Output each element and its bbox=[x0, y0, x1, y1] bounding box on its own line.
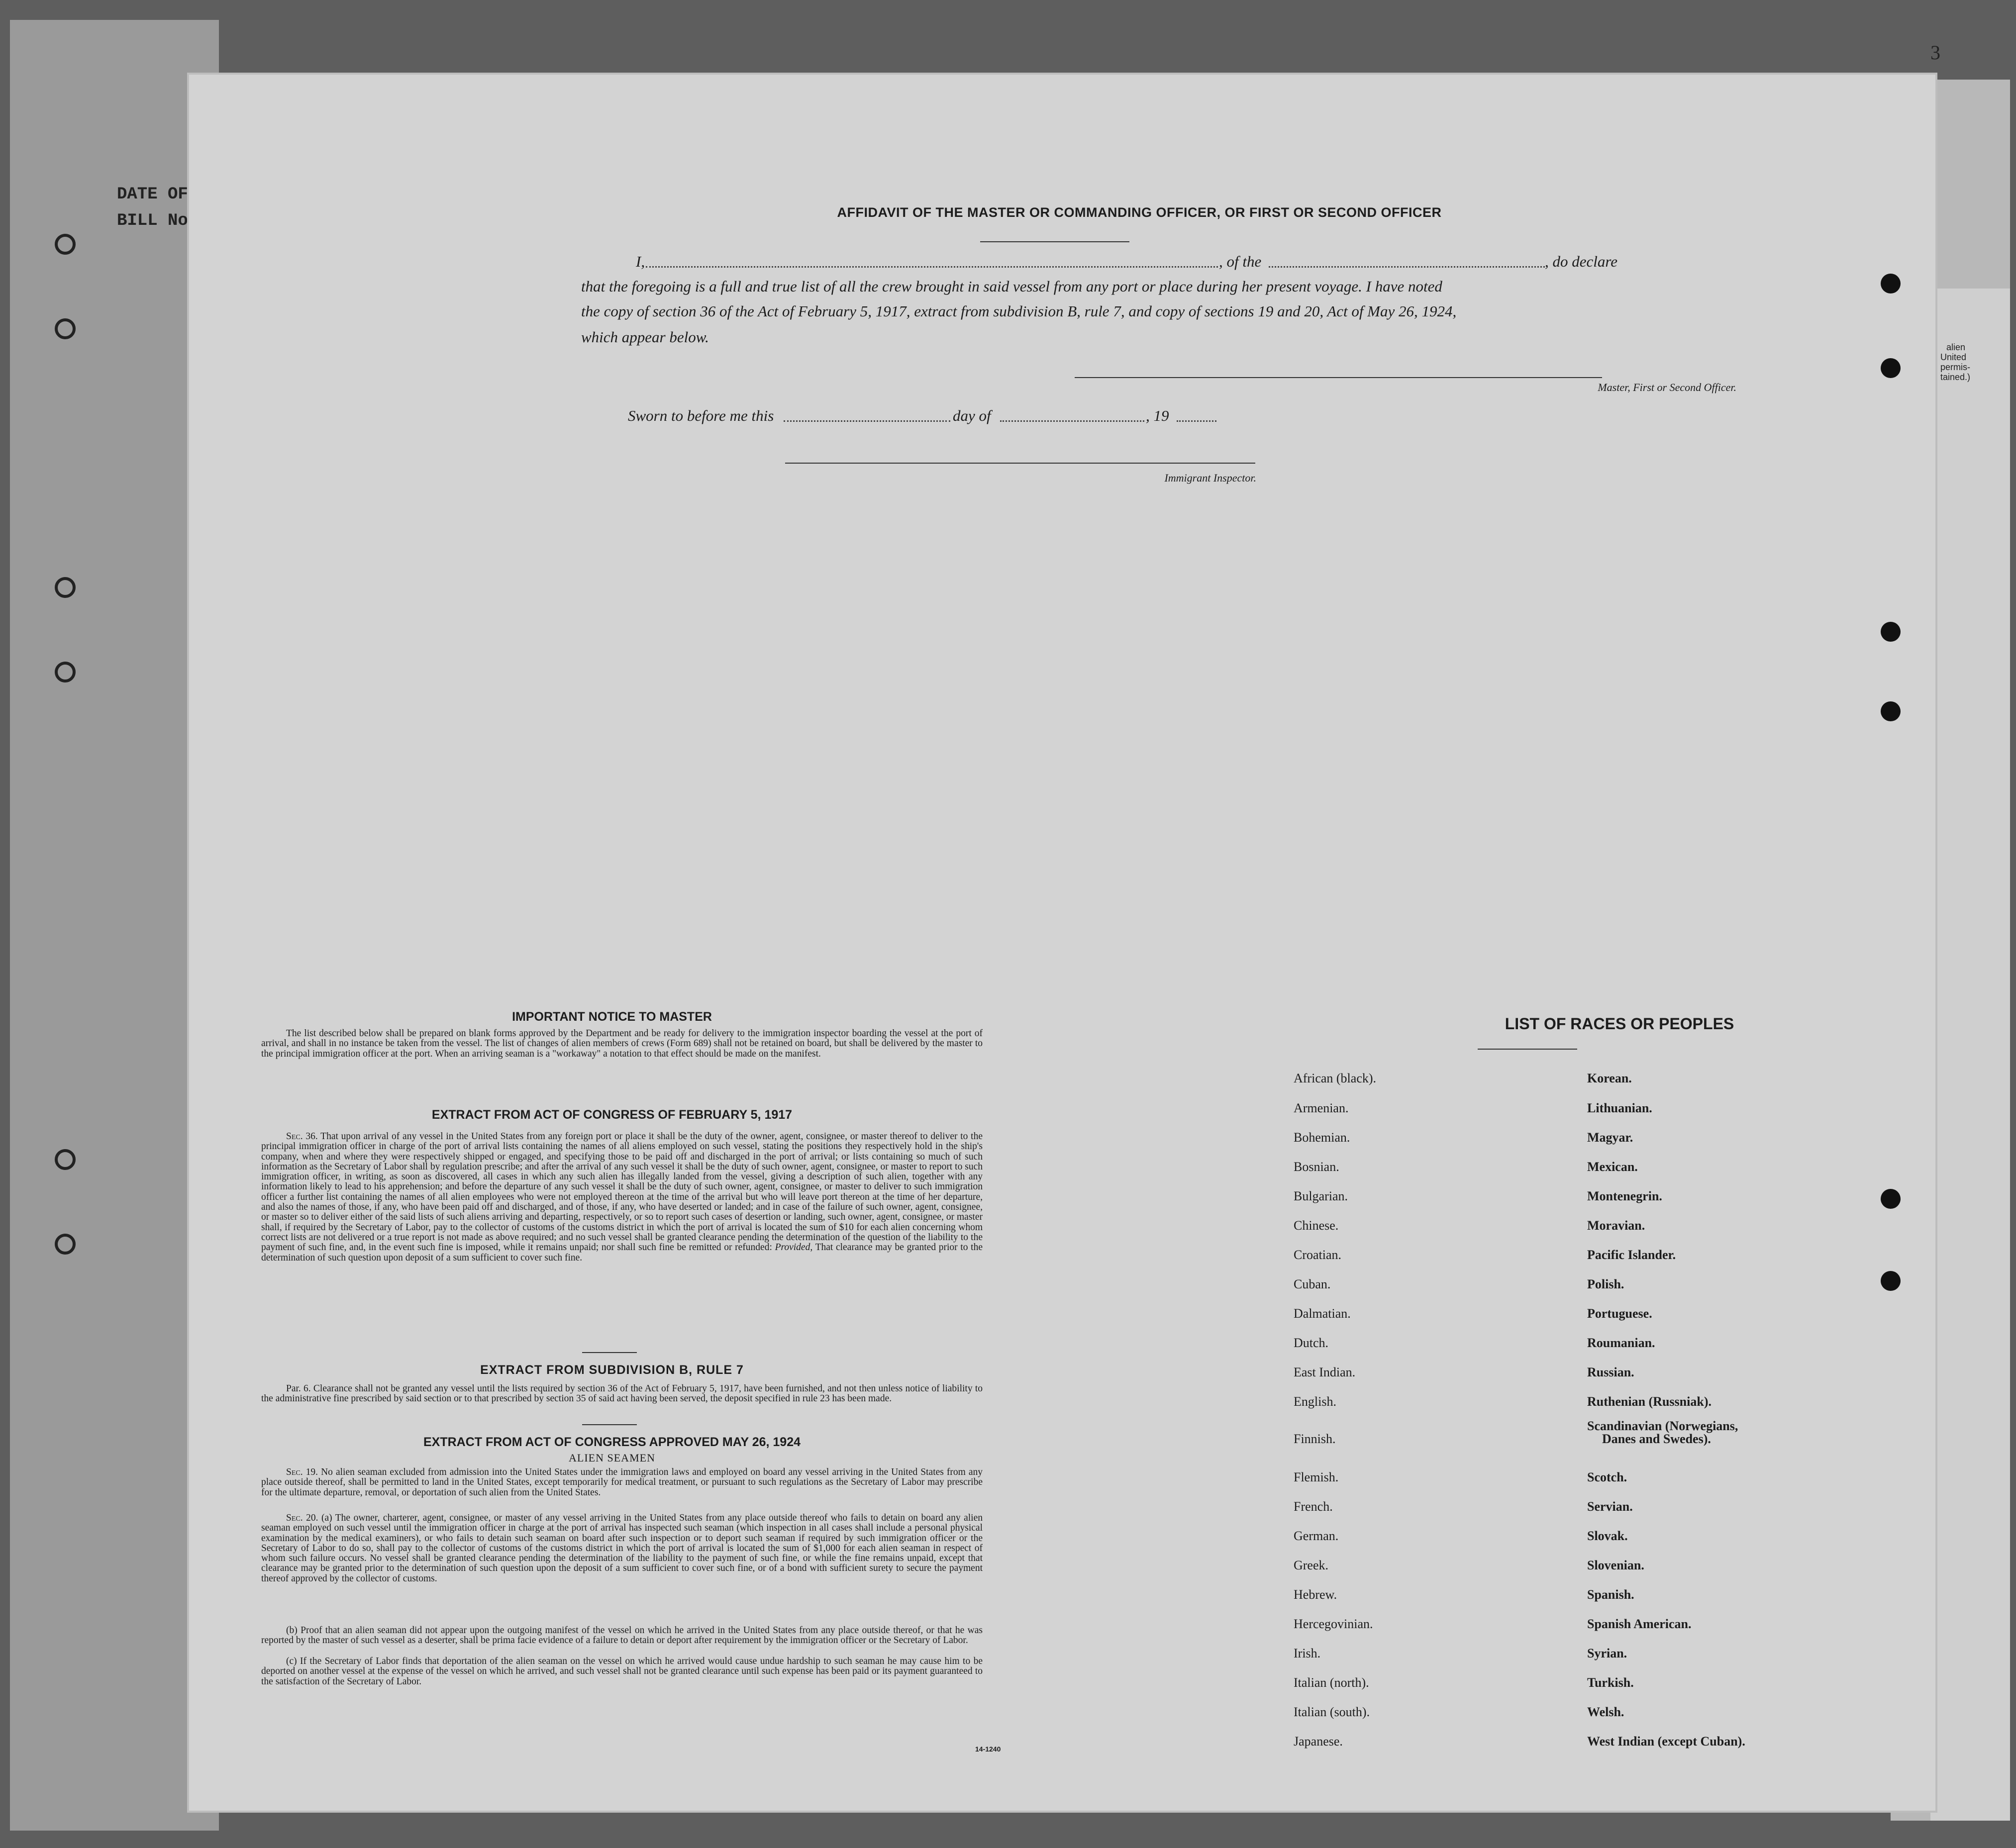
punch-hole bbox=[1881, 274, 1901, 293]
affidavit-line-2: the copy of section 36 of the Act of February 5, 1917, extract from subdivision B, rule 7, and copy of sections 19 and 20, Act of May 26, 1924, bbox=[581, 302, 1457, 320]
under-fragment-1: alien bbox=[1946, 342, 1965, 352]
race-item: Slovenian. bbox=[1587, 1558, 1644, 1572]
race-item: Roumanian. bbox=[1587, 1336, 1655, 1350]
inspector-signature-line bbox=[785, 463, 1255, 464]
race-item: Scandinavian (Norwegians, bbox=[1587, 1419, 1738, 1433]
underlying-sheet-left bbox=[10, 20, 219, 1831]
race-item: Hebrew. bbox=[1294, 1587, 1337, 1602]
month-blank bbox=[1000, 420, 1144, 422]
race-item: East Indian. bbox=[1294, 1365, 1356, 1379]
race-item: French. bbox=[1294, 1499, 1333, 1514]
sec19-label: Sec. 19. bbox=[286, 1467, 318, 1477]
inspector-caption: Immigrant Inspector. bbox=[1164, 472, 1256, 484]
sec19-paragraph bbox=[261, 1467, 983, 1498]
punch-hole bbox=[1881, 358, 1901, 378]
under-fragment-4: tained.) bbox=[1940, 372, 1971, 382]
year-label: , 19 bbox=[1146, 407, 1169, 424]
notice-text: The list described below shall be prepared on blank forms approved by the Department and be ready for delivery to the immigration inspector boarding the vessel at the port of arrival, and shall in no instance be taken from the vessel. The list of changes of alien members of crews (Form 689) shall not be retained on board, but shall be delivered by the master to the principal immigration officer at the port. When an arriving seaman is a "workaway" a notation to that effect should be made on the manifest. bbox=[261, 1028, 983, 1059]
extract-1924-subtitle: ALIEN SEAMEN bbox=[569, 1452, 655, 1464]
affidavit-line-3: which appear below. bbox=[581, 328, 709, 346]
race-item: Italian (south). bbox=[1294, 1705, 1370, 1719]
race-item: Bulgarian. bbox=[1294, 1189, 1348, 1203]
punch-hole bbox=[55, 577, 76, 598]
sec20-text: (a) The owner, charterer, agent, consignee, or master of any vessel arriving in the United States from any place outside thereof who fails to detain on board any alien seaman employed on such vessel until the immigration officer in charge at the port of arrival has inspected such seaman (which inspection in all cases shall include a personal physical examination by the medical examiners), or who fails to detain such seaman on board after such inspection or to deport such seaman if required by such immigration officer or the Secretary of Labor to do so, shall pay to the collector of customs of the customs district in which the port of arrival is located the sum of $1,000 for each alien seaman in respect of whom such failure occurs. No vessel shall be granted clearance pending the determination of the liability to the payment of such fine, or while the fine remains unpaid, except that clearance may be granted prior to the determination of such question upon the deposit of a sum sufficient to cover such fine, or of a bond with sufficient surety to secure the payment thereof approved by the collector of customs. bbox=[261, 1513, 983, 1584]
race-item: Italian (north). bbox=[1294, 1675, 1369, 1690]
form-number: 14-1240 bbox=[975, 1745, 1001, 1753]
affidavit-i-label: I, bbox=[636, 253, 645, 270]
year-blank bbox=[1177, 420, 1216, 422]
extract-1917-text bbox=[261, 1132, 983, 1263]
race-item: Polish. bbox=[1587, 1277, 1624, 1291]
race-item: German. bbox=[1294, 1529, 1339, 1543]
race-item: Flemish. bbox=[1294, 1470, 1339, 1484]
race-item: Irish. bbox=[1294, 1646, 1321, 1660]
race-item: Dutch. bbox=[1294, 1336, 1329, 1350]
under-fragment-3: permis- bbox=[1940, 362, 1971, 372]
race-item: Chinese. bbox=[1294, 1218, 1339, 1233]
under-label-date: DATE OF bbox=[117, 185, 188, 204]
race-item: Scotch. bbox=[1587, 1470, 1627, 1484]
sec20-para-c: (c) If the Secretary of Labor finds that deportation of the alien seaman on the vessel on which he arrived would cause undue hardship to such seaman he may cause him to be deported on another vessel at the expense of the vessel on which he arrived, and such vessel shall not be granted clearance until such expense has been paid or its payment guaranteed to the satisfaction of the Secretary of Labor. bbox=[261, 1656, 983, 1687]
race-item: Bohemian. bbox=[1294, 1130, 1350, 1145]
punch-hole bbox=[1881, 1271, 1901, 1291]
punch-hole bbox=[55, 318, 76, 339]
page-number: 3 bbox=[1930, 41, 1940, 64]
day-of-label: day of bbox=[953, 407, 991, 424]
race-item: Armenian. bbox=[1294, 1101, 1349, 1115]
punch-hole bbox=[1881, 1189, 1901, 1209]
punch-hole bbox=[1881, 622, 1901, 642]
document-page bbox=[189, 75, 1935, 1811]
extract-rule7-text: Par. 6. Clearance shall not be granted any vessel until the lists required by section 36 of the Act of February 5, 1917, have been furnished, and not then unless notice of liability to the administrative fine prescribed by said section or to that prescribed by section 35 of said act having been served, the deposit specified in rule 23 has been made. bbox=[261, 1383, 983, 1404]
race-item: Danes and Swedes). bbox=[1602, 1432, 1711, 1446]
under-fragment-2: United bbox=[1940, 352, 1967, 362]
sec36-label: Sec. 36. bbox=[286, 1131, 318, 1142]
race-item: Lithuanian. bbox=[1587, 1101, 1652, 1115]
affidavit-do-declare: , do declare bbox=[1545, 253, 1618, 270]
underlying-sheet-right-inner bbox=[1930, 289, 2010, 1821]
punch-hole bbox=[55, 662, 76, 682]
sec36-text: That upon arrival of any vessel in the United States from any foreign port or place it shall be the duty of the owner, agent, consignee, or master thereof to deliver to the principal immigration officer in charge of the port of arrival lists containing the names of all aliens employed on such vessel, stating the positions they respectively hold in the ship's company, when and where they were respectively shipped or engaged, and specifying those to be paid off and discharged in the port of arrival; or lists containing so much of such information as the Secretary of Labor shall by regulation prescribe; and after the arrival of any such vessel it shall be the duty of such owner, agent, consignee, or master to report to such immigration officer, in writing, as soon as discovered, all cases in which any such alien has illegally landed from the vessel, giving a description of such alien, together with any information likely to lead to his apprehension; and before the departure of any such vessel it shall be the duty of such owner, agent, consignee, or master to deliver to such immigration officer a further list containing the names of all alien employees who were not employed thereon at the time of the arrival but who will leave port thereon at the time of her departure, and also the names of those, if any, who have been paid off and discharged, and of those, if any, who have deserted or landed; and in case of the failure of such owner, agent, consignee, or master so to deliver either of the said lists of such aliens arriving and departing, respectively, or so to report such cases of desertion or landing, such owner, agent, consignee, or master shall, if required by the Secretary of Labor, pay to the collector of customs of the customs district in which the port of arrival is located the sum of $10 for each alien concerning whom correct lists are not delivered or a true report is not made as above required; and no such vessel shall be granted clearance pending the determination of the question of the liability to the payment of such fine, and, in the event such fine is imposed, while it remains unpaid; nor shall such fine be remitted or refunded: bbox=[261, 1131, 983, 1253]
race-item: Syrian. bbox=[1587, 1646, 1627, 1660]
race-item: Japanese. bbox=[1294, 1734, 1343, 1749]
race-item: Cuban. bbox=[1294, 1277, 1331, 1291]
sec20-label: Sec. 20. bbox=[286, 1513, 318, 1523]
race-item: Servian. bbox=[1587, 1499, 1633, 1514]
vessel-blank bbox=[1269, 266, 1545, 268]
punch-hole bbox=[55, 234, 76, 255]
affidavit-line-1: that the foregoing is a full and true list of all the crew brought in said vessel from any port or place during her present voyage. I have noted bbox=[581, 278, 1442, 295]
sworn-label: Sworn to before me this bbox=[628, 407, 774, 424]
race-item: Korean. bbox=[1587, 1071, 1632, 1085]
section-divider bbox=[582, 1352, 637, 1353]
race-item: Montenegrin. bbox=[1587, 1189, 1662, 1203]
title-rule bbox=[980, 241, 1129, 242]
race-item: Greek. bbox=[1294, 1558, 1329, 1572]
punch-hole bbox=[55, 1149, 76, 1170]
provided-label: Provided, bbox=[775, 1242, 813, 1253]
race-item: Spanish American. bbox=[1587, 1617, 1692, 1631]
race-item: Spanish. bbox=[1587, 1587, 1634, 1602]
race-item: Magyar. bbox=[1587, 1130, 1633, 1145]
affidavit-of-the-label: , of the bbox=[1219, 253, 1262, 270]
race-item: Moravian. bbox=[1587, 1218, 1645, 1233]
race-item: Ruthenian (Russniak). bbox=[1587, 1394, 1712, 1409]
race-item: Pacific Islander. bbox=[1587, 1248, 1676, 1262]
extract-rule7-title: EXTRACT FROM SUBDIVISION B, RULE 7 bbox=[480, 1363, 744, 1377]
races-title-rule bbox=[1478, 1049, 1577, 1050]
race-item: Portuguese. bbox=[1587, 1306, 1652, 1321]
notice-title: IMPORTANT NOTICE TO MASTER bbox=[512, 1010, 712, 1024]
section-divider bbox=[582, 1424, 637, 1425]
sec20-paragraph bbox=[261, 1513, 983, 1584]
races-title: LIST OF RACES OR PEOPLES bbox=[1505, 1015, 1734, 1033]
race-item: Welsh. bbox=[1587, 1705, 1624, 1719]
provided-text: That clearance may be granted prior to the determination of such question upon deposit of a sum sufficient to cover such fine. bbox=[261, 1242, 983, 1263]
race-item: Bosnian. bbox=[1294, 1160, 1339, 1174]
day-blank bbox=[784, 420, 950, 422]
under-label-bill: BILL No bbox=[117, 211, 188, 230]
race-item: Slovak. bbox=[1587, 1529, 1628, 1543]
master-caption: Master, First or Second Officer. bbox=[1598, 381, 1736, 393]
punch-hole bbox=[1881, 701, 1901, 721]
race-item: Mexican. bbox=[1587, 1160, 1638, 1174]
name-blank bbox=[646, 266, 1218, 268]
punch-hole bbox=[55, 1234, 76, 1255]
extract-1924-title: EXTRACT FROM ACT OF CONGRESS APPROVED MAY 26, 1924 bbox=[423, 1435, 801, 1449]
race-item: West Indian (except Cuban). bbox=[1587, 1734, 1745, 1749]
race-item: Finnish. bbox=[1294, 1432, 1336, 1446]
race-item: Dalmatian. bbox=[1294, 1306, 1351, 1321]
race-item: African (black). bbox=[1294, 1071, 1377, 1085]
race-item: Russian. bbox=[1587, 1365, 1634, 1379]
master-signature-line bbox=[1075, 377, 1602, 378]
affidavit-title: AFFIDAVIT OF THE MASTER OR COMMANDING OFFICER, OR FIRST OR SECOND OFFICER bbox=[837, 205, 1442, 220]
extract-1917-title: EXTRACT FROM ACT OF CONGRESS OF FEBRUARY 5, 1917 bbox=[431, 1108, 793, 1122]
race-item: Croatian. bbox=[1294, 1248, 1342, 1262]
race-item: Turkish. bbox=[1587, 1675, 1634, 1690]
race-item: Hercegovinian. bbox=[1294, 1617, 1373, 1631]
sec20-para-b: (b) Proof that an alien seaman did not appear upon the outgoing manifest of the vessel on which he arrived in the United States from any place outside thereof, or that he was reported by the master of such vessel as a deserter, shall be prima facie evidence of a failure to detain or deport after requirement by the immigration officer or the Secretary of Labor. bbox=[261, 1625, 983, 1646]
race-item: English. bbox=[1294, 1394, 1336, 1409]
sec19-text: No alien seaman excluded from admission into the United States under the immigration laws and employed on board any vessel arriving in the United States from any place outside thereof, shall be permitted to land in the United States, except temporarily for medical treatment, or pursuant to such regulations as the Secretary of Labor may prescribe for the ultimate departure, removal, or deportation of such alien from the United States. bbox=[261, 1467, 983, 1498]
